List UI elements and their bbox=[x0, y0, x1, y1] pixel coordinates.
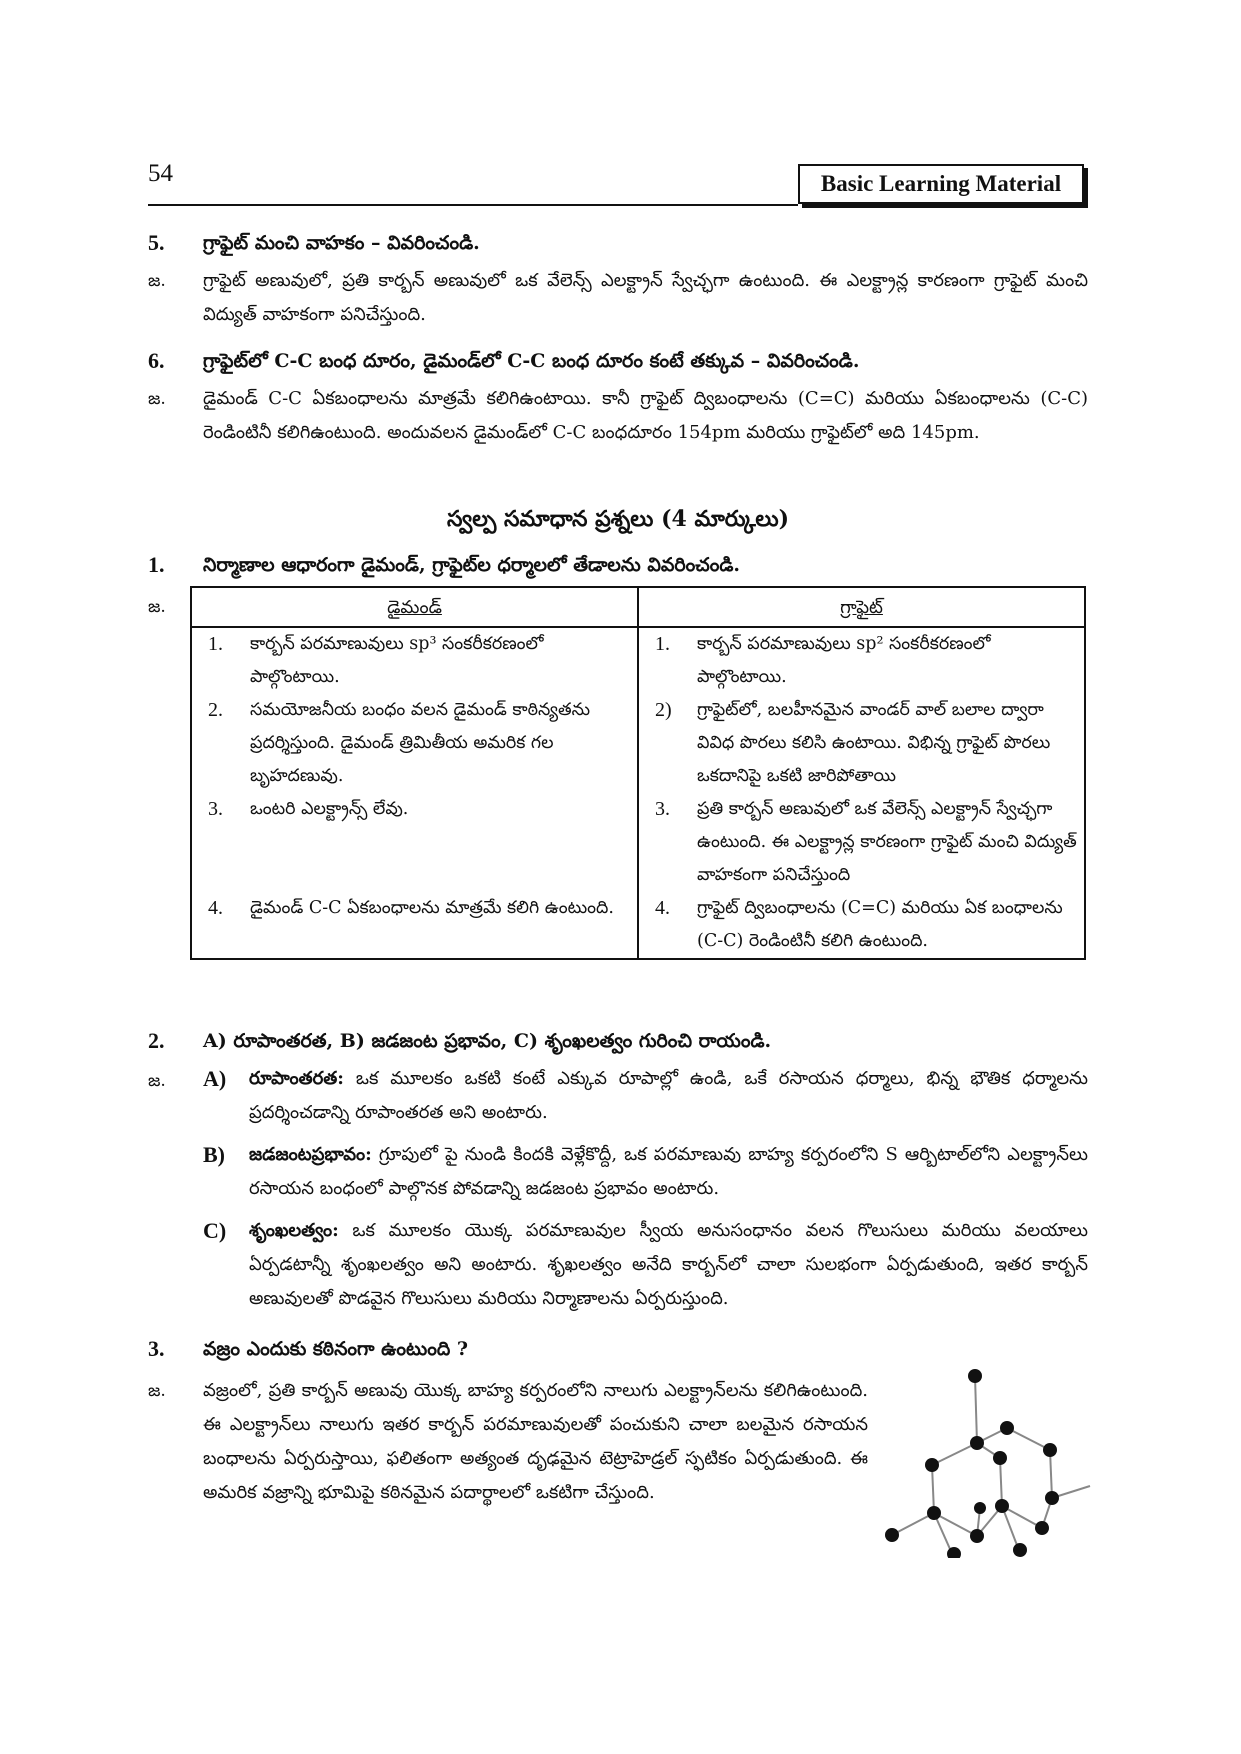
row-number: 2) bbox=[655, 699, 672, 721]
row-text: సమయోజనీయ బంధం వలన డైమండ్ కాఠిన్యతను ప్రదర్శిస్తుంది. డైమండ్ త్రిమితీయ అమరిక గల బృహదణువు. bbox=[250, 700, 591, 786]
sq3-answer-label: జ. bbox=[148, 1381, 166, 1401]
part-text: గ్రూపులో పై నుండి కిందకి వెళ్లేకొద్దీ, ఒక పరమాణువు బాహ్య కర్పరంలోని S ఆర్బిటాల్‌లోని ఎలక్ట్రాన్‌లు రసాయన బంధంలో పాల్గొనక పోవడాన్ని జడజంట ప్రభావం అంటారు. bbox=[249, 1144, 1088, 1199]
q5-answer-label: జ. bbox=[148, 271, 166, 291]
table-cell bbox=[638, 793, 1085, 892]
sq3-text: వజ్రం ఎందుకు కఠినంగా ఉంటుంది ? bbox=[203, 1338, 468, 1360]
part-text: ఒక మూలకం ఒకటి కంటే ఎక్కువ రూపాల్లో ఉండి, ఒకే రసాయన ధర్మాలు, భిన్న భౌతిక ధర్మాలను ప్రదర్శించడాన్ని రూపాంతరత అని అంటారు. bbox=[249, 1068, 1088, 1123]
table-cell bbox=[191, 892, 638, 959]
q6-answer-label: జ. bbox=[148, 389, 166, 409]
row-text: ప్రతి కార్బన్ అణువులో ఒక వేలెన్స్ ఎలక్ట్రాన్ స్వేచ్ఛగా ఉంటుంది. ఈ ఎలక్ట్రాన్ల కారణంగా గ్రాఫైట్ మంచి విద్యుత్ వాహకంగా పనిచేస్తుంది bbox=[697, 799, 1077, 885]
row-text: కార్బన్ పరమాణువులు sp³ సంకరీకరణంలో పాల్గొంటాయి. bbox=[250, 634, 544, 687]
row-number: 4. bbox=[655, 897, 670, 919]
row-number: 3. bbox=[208, 798, 223, 820]
part-label: A) bbox=[203, 1066, 227, 1091]
row-text: గ్రాఫైట్ ద్విబంధాలను (C=C) మరియు ఏక బంధాలను (C-C) రెండింటినీ కలిగి ఉంటుంది. bbox=[697, 898, 1063, 951]
row-number: 1. bbox=[655, 633, 670, 655]
table-row bbox=[191, 694, 1085, 793]
table-header-diamond: డైమండ్ bbox=[191, 587, 638, 627]
part-label: B) bbox=[203, 1142, 225, 1167]
table-header-graphite: గ్రాఫైట్ bbox=[638, 587, 1085, 627]
q5-text: గ్రాఫైట్ మంచి వాహకం – వివరించండి. bbox=[203, 232, 480, 254]
header-rule bbox=[148, 204, 798, 206]
part-text: ఒక మూలకం యొక్క పరమాణువుల స్వీయ అనుసంధానం వలన గొలుసులు మరియు వలయాలు ఏర్పడటాన్నీ శృంఖలత్వం అని అంటారు. శృఖలత్వం అనేది కార్బన్‌లో చాలా సులభంగా ఏర్పడుతుంది, ఇతర కార్బన్ అణువులతో పొడవైన గొలుసులు మరియు నిర్మాణాలను ఏర్పరుస్తుంది. bbox=[249, 1220, 1088, 1309]
row-text: గ్రాఫైట్‌లో, బలహీనమైన వాండర్ వాల్ బలాల ద్వారా వివిధ పొరలు కలిసి ఉంటాయి. విభిన్న గ్రాఫైట్ పొరలు ఒకదానిపై ఒకటి జారిపోతాయి bbox=[697, 700, 1051, 786]
book-title: Basic Learning Material bbox=[798, 164, 1084, 204]
part-body bbox=[249, 1214, 1088, 1316]
sq3-number: 3. bbox=[148, 1336, 165, 1361]
sq2-answer-label: జ. bbox=[148, 1071, 166, 1091]
sq2-text: A) రూపాంతరత, B) జడజంట ప్రభావం, C) శృంఖలత్వం గురించి రాయండి. bbox=[203, 1030, 772, 1052]
part-term: రూపాంతరత: bbox=[249, 1068, 344, 1089]
q5-number: 5. bbox=[148, 230, 165, 255]
row-text: ఒంటరి ఎలక్ట్రాన్స్ లేవు. bbox=[250, 799, 409, 819]
q5-answer-text: గ్రాఫైట్ అణువులో, ప్రతి కార్బన్ అణువులో ఒక వేలెన్స్ ఎలక్ట్రాన్ స్వేచ్ఛగా ఉంటుంది. ఈ ఎలక్ట్రాన్ల కారణంగా గ్రాఫైట్ మంచి విద్యుత్ వాహకంగా పనిచేస్తుంది. bbox=[203, 270, 1088, 325]
sq1-answer-label: జ. bbox=[148, 597, 166, 617]
part-body bbox=[249, 1138, 1088, 1206]
part-term: శృంఖలత్వం: bbox=[249, 1220, 339, 1241]
lattice-bonds bbox=[892, 1376, 1090, 1558]
sq2-number: 2. bbox=[148, 1028, 165, 1053]
q6-answer-text: డైమండ్ C-C ఏకబంధాలను మాత్రమే కలిగిఉంటాయి. కానీ గ్రాఫైట్ ద్విబంధాలను (C=C) మరియు ఏకబంధాలను (C-C) రెండింటినీ కలిగిఉంటుంది. అందువలన డైమండ్‌లో C-C బంధదూరం 154pm మరియు గ్రాఫైట్‌లో అది 145pm. bbox=[203, 388, 1088, 443]
q5-answer bbox=[148, 264, 1088, 336]
page-number: 54 bbox=[148, 160, 173, 187]
part-body bbox=[249, 1062, 1088, 1130]
q6-text: గ్రాఫైట్‌లో C-C బంధ దూరం, డైమండ్‌లో C-C బంధ దూరం కంటే తక్కువ – వివరించండి. bbox=[203, 350, 860, 372]
sq3-answer-text: వజ్రంలో, ప్రతి కార్బన్ అణువు యొక్క బాహ్య కర్పరంలోని నాలుగు ఎలక్ట్రాన్‌లను కలిగిఉంటుంది. ఈ ఎలక్ట్రాన్‌లు నాలుగు ఇతర కార్బన్ పరమాణువులతో పంచుకుని చాలా బలమైన రసాయన బంధాలను ఏర్పరుస్తాయి, ఫలితంగా అత్యంత దృఢమైన టెట్రాహెడ్రల్ స్ఫటికం ఏర్పడుతుంది. ఈ అమరిక వజ్రాన్ని భూమిపై కఠినమైన పదార్థాలలో ఒకటిగా చేస్తుంది. bbox=[203, 1380, 868, 1503]
row-text: డైమండ్ C-C ఏకబంధాలను మాత్రమే కలిగి ఉంటుంది. bbox=[250, 898, 614, 918]
part-label: C) bbox=[203, 1218, 227, 1243]
row-number: 1. bbox=[208, 633, 223, 655]
lattice-atoms bbox=[885, 1369, 1059, 1558]
q6-number: 6. bbox=[148, 348, 165, 373]
table-cell bbox=[638, 892, 1085, 959]
q6-answer bbox=[148, 382, 1088, 492]
table-cell bbox=[638, 627, 1085, 694]
table-cell bbox=[191, 627, 638, 694]
sq1-number: 1. bbox=[148, 552, 165, 577]
table-cell bbox=[638, 694, 1085, 793]
comparison-table bbox=[190, 586, 1086, 960]
table-row bbox=[191, 627, 1085, 694]
section-heading: స్వల్ప సమాధాన ప్రశ్నలు (4 మార్కులు) bbox=[446, 506, 790, 532]
row-number: 2. bbox=[208, 699, 223, 721]
sq1-text: నిర్మాణాల ఆధారంగా డైమండ్, గ్రాఫైట్‌ల ధర్మాలలో తేడాలను వివరించండి. bbox=[203, 554, 741, 576]
table-cell bbox=[191, 793, 638, 892]
row-number: 4. bbox=[208, 897, 223, 919]
table-cell bbox=[191, 694, 638, 793]
row-text: కార్బన్ పరమాణువులు sp² సంకరీకరణంలో పాల్గొంటాయి. bbox=[697, 634, 991, 687]
part-term: జడజంటప్రభావం: bbox=[249, 1144, 372, 1165]
row-number: 3. bbox=[655, 798, 670, 820]
table-row bbox=[191, 892, 1085, 959]
diamond-lattice-icon bbox=[852, 1358, 1092, 1558]
table-row bbox=[191, 793, 1085, 892]
